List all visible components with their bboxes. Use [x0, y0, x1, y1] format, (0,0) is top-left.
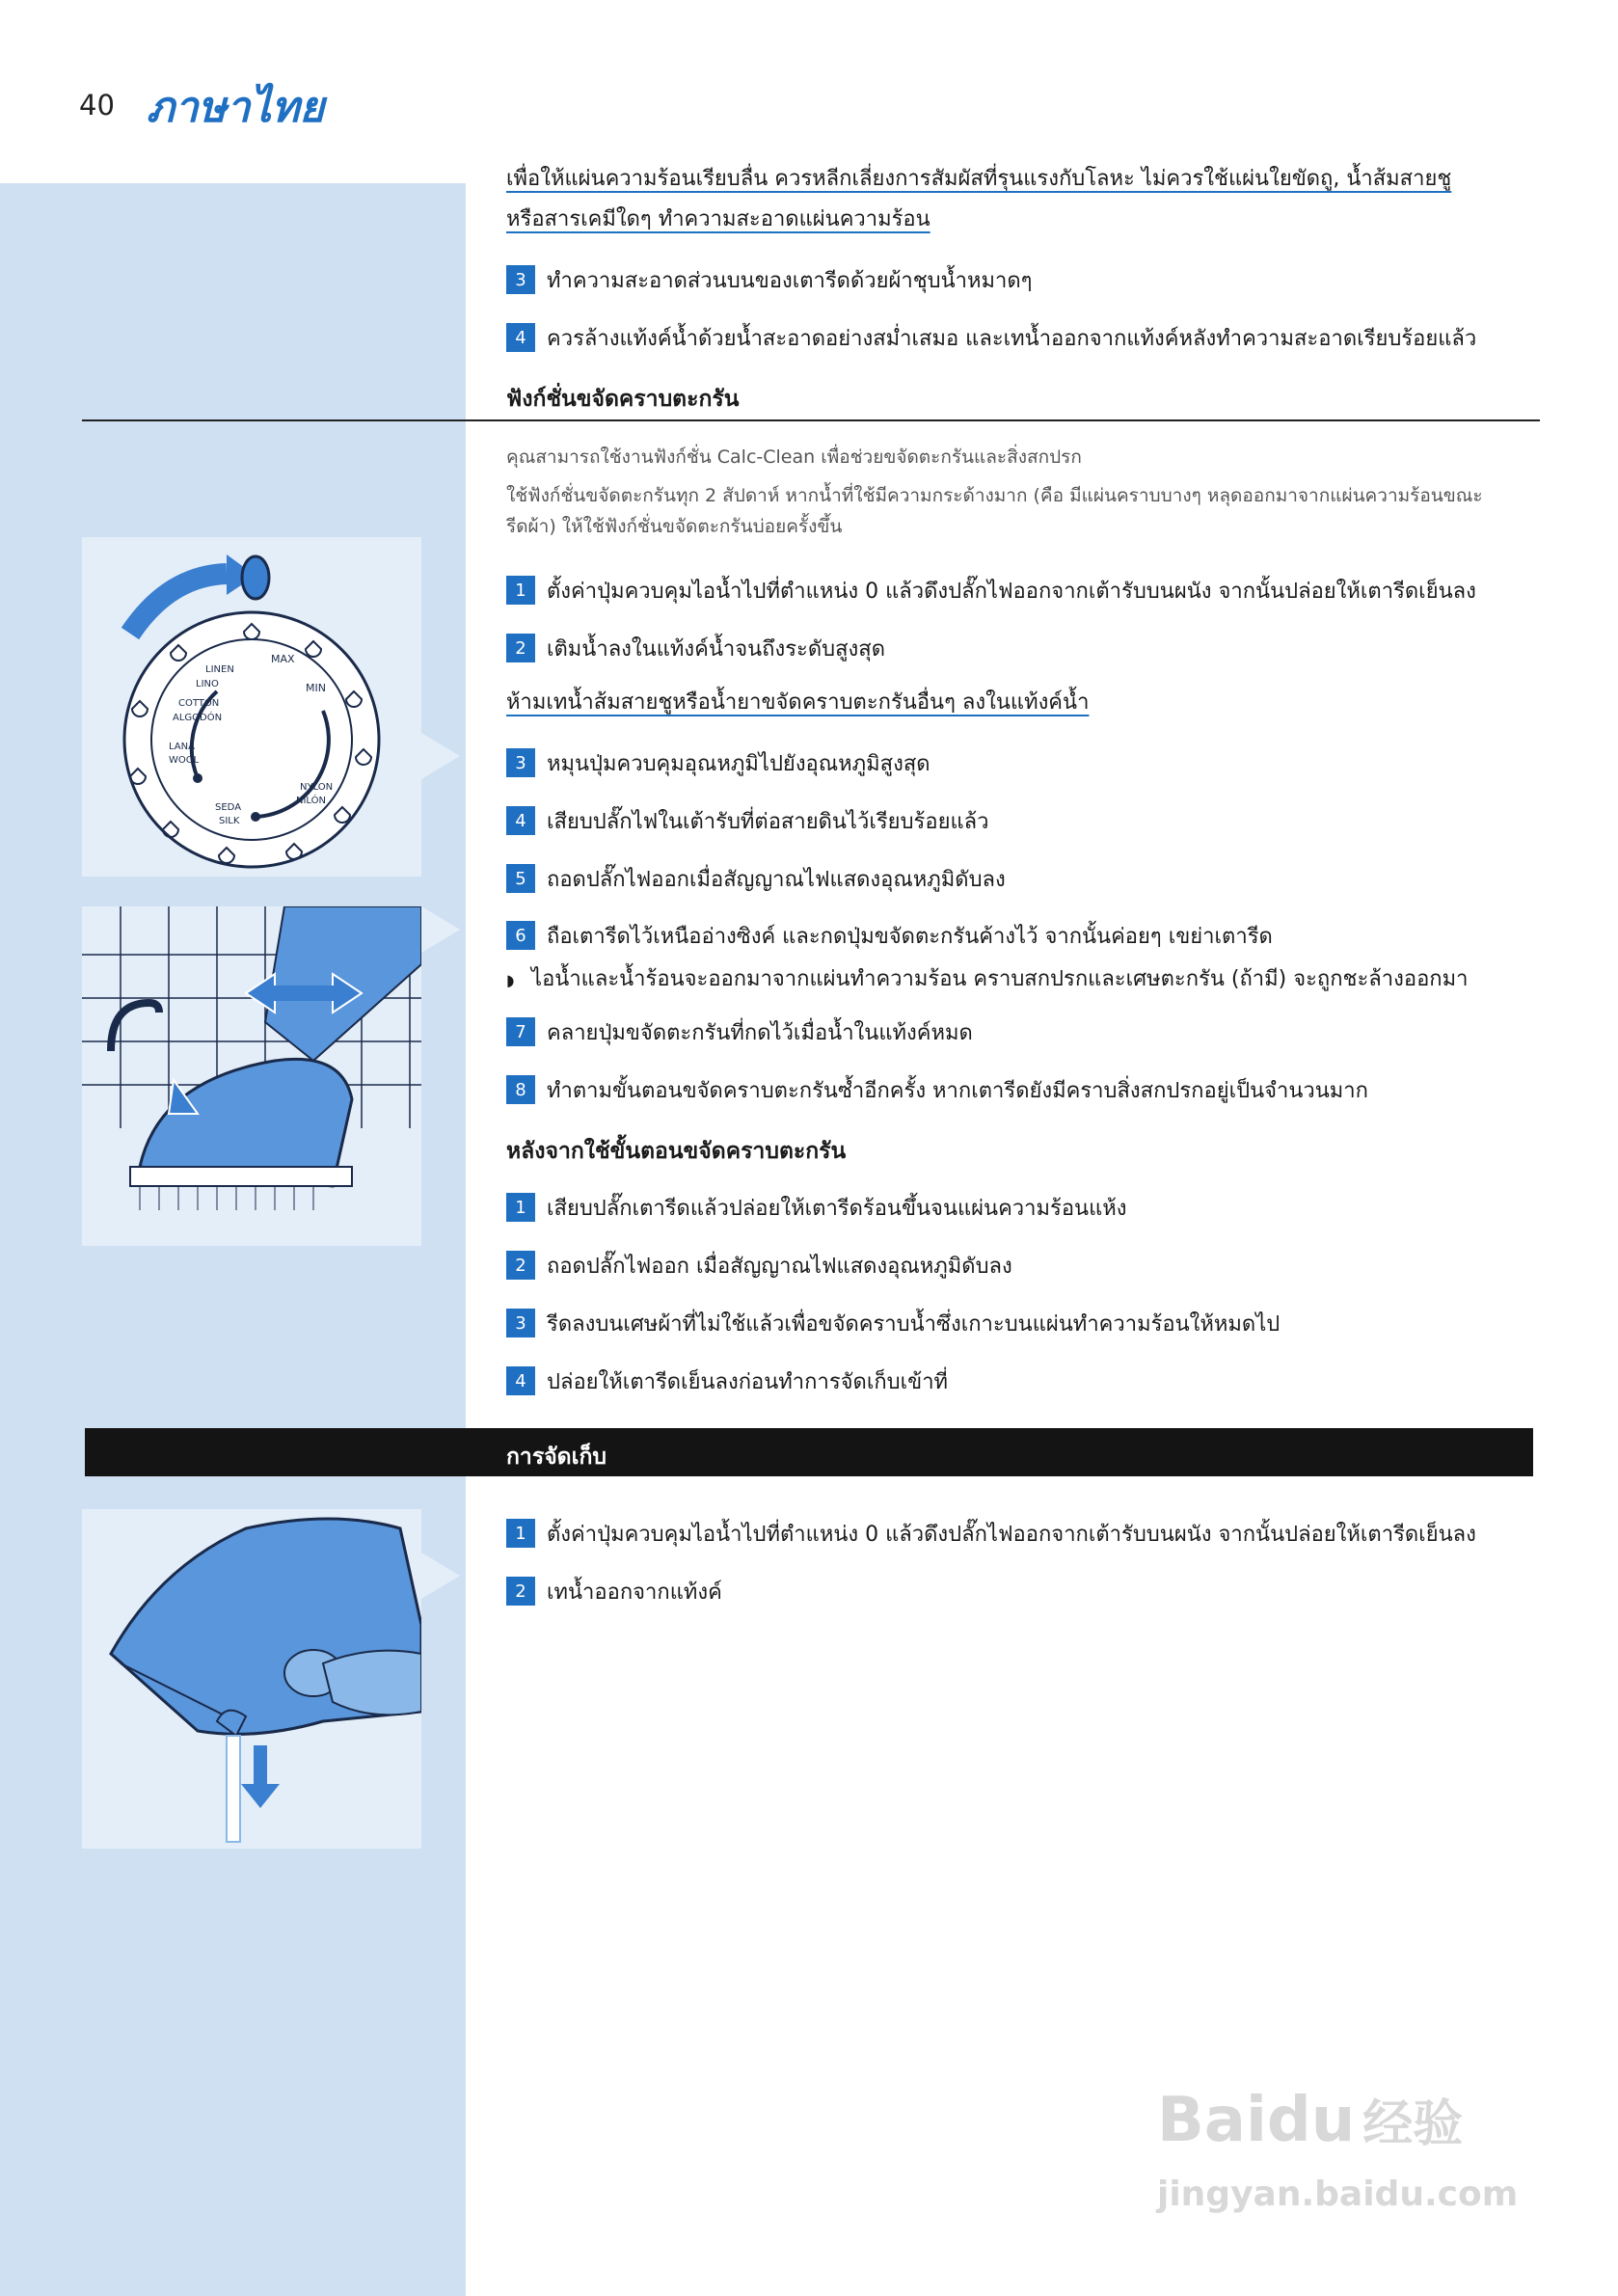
step-number: 1: [506, 576, 535, 605]
step-text: เสียบปลั๊กไฟในเต้ารับที่ต่อสายดินไว้เรียบร้อยแล้ว: [547, 809, 989, 834]
step-calc-8: [506, 1074, 1368, 1105]
step-number: 8: [506, 1075, 535, 1104]
step-number: 1: [506, 1519, 535, 1548]
bullet-text: ไอน้ำและน้ำร้อนจะออกมาจากแผ่นทำความร้อน คราบสกปรกและเศษตะกรัน (ถ้ามี) จะถูกชะล้างออกมา: [531, 967, 1469, 991]
step-number: 4: [506, 806, 535, 835]
step-text: ทำตามขั้นตอนขจัดคราบตะกรันซ้ำอีกครั้ง หากเตารีดยังมีคราบสิ่งสกปรกอยู่เป็นจำนวนมาก: [547, 1078, 1368, 1103]
step-text: ตั้งค่าปุ่มควบคุมไอน้ำไปที่ตำแหน่ง 0 แล้วดึงปลั๊กไฟออกจากเต้ารับบนผนัง จากนั้นปล่อยให้เตารีดเย็นลง: [547, 579, 1476, 604]
step-number: 7: [506, 1017, 535, 1046]
dial-label-linen: LINEN: [205, 664, 234, 675]
step-number: 2: [506, 634, 535, 662]
intro-line-3: รีดผ้า) ให้ใช้ฟังก์ชั่นขจัดตะกรันบ่อยครั้งขึ้น: [506, 516, 843, 537]
watermark-brand-text: Baidu: [1157, 2085, 1356, 2156]
watermark-url: jingyan.baidu.com: [1157, 2174, 1519, 2214]
dial-label-wool: WOOL: [169, 755, 200, 766]
step-text: คลายปุ่มขจัดตะกรันที่กดไว้เมื่อน้ำในแท้งค์หมด: [547, 1020, 973, 1045]
temperature-dial-illustration: [82, 537, 421, 877]
page-number: 40: [79, 89, 115, 122]
step-calc-2: [506, 633, 885, 663]
intro-line-2: ใช้ฟังก์ชั่นขจัดตะกรันทุก 2 สัปดาห์ หากน้ำที่ใช้มีความกระด้างมาก (คือ มีแผ่นคราบบางๆ หลุดออกมาจากแผ่นความร้อนขณะ: [506, 485, 1483, 506]
section-divider: [82, 419, 1540, 421]
dial-label-silk: SILK: [219, 816, 240, 826]
watermark-brand: [1157, 2083, 1463, 2156]
step-number: 6: [506, 921, 535, 950]
warning-no-vinegar: ห้ามเทน้ำส้มสายชูหรือน้ำยาขจัดคราบตะกรันอื่นๆ ลงในแท้งค์น้ำ: [506, 690, 1090, 715]
step-text: หมุนปุ่มควบคุมอุณหภูมิไปยังอุณหภูมิสูงสุด: [547, 751, 930, 776]
step-number: 1: [506, 1193, 535, 1222]
dial-label-nilon: NILÓN: [296, 796, 326, 806]
step-text: ปล่อยให้เตารีดเย็นลงก่อนทำการจัดเก็บเข้าที่: [547, 1369, 949, 1394]
step-after-2: [506, 1250, 1012, 1281]
warning-line-2: หรือสารเคมีใดๆ ทำความสะอาดแผ่นความร้อน: [506, 207, 930, 231]
section-heading-calc: ฟังก์ชั่นขจัดคราบตะกรัน: [506, 387, 740, 412]
image-pointer: [421, 733, 460, 779]
step-number: 4: [506, 1366, 535, 1395]
step-number: 3: [506, 265, 535, 294]
step-storage-2: [506, 1576, 722, 1607]
step-after-1: [506, 1192, 1127, 1223]
step-text: เติมน้ำลงในแท้งค์น้ำจนถึงระดับสูงสุด: [547, 636, 886, 662]
warning-line-1: เพื่อให้แผ่นความร้อนเรียบลื่น ควรหลีกเลี่ยงการสัมผัสที่รุนแรงกับโลหะ ไม่ควรใช้แผ่นใยขัดถู, น้ำส้มสายชู: [506, 167, 1452, 191]
step-text: เทน้ำออกจากแท้งค์: [547, 1580, 722, 1605]
step-number: 5: [506, 864, 535, 893]
step-after-3: [506, 1308, 1280, 1338]
step-text: ควรล้างแท้งค์น้ำด้วยน้ำสะอาดอย่างสม่ำเสมอ และเทน้ำออกจากแท้งค์หลังทำความสะอาดเรียบร้อยแล้ว: [547, 326, 1477, 351]
step-text: เสียบปลั๊กเตารีดแล้วปล่อยให้เตารีดร้อนขึ้นจนแผ่นความร้อนแห้ง: [547, 1196, 1127, 1221]
dial-label-cotton: COTTON: [178, 698, 220, 709]
step-calc-7: [506, 1016, 973, 1047]
step-storage-1: [506, 1518, 1476, 1549]
step-calc-1: [506, 575, 1476, 606]
step-after-4: [506, 1365, 948, 1396]
section-bar-storage: [85, 1428, 1533, 1476]
step-a-3: [506, 264, 1033, 295]
dial-label-nylon: NYLON: [300, 782, 334, 793]
intro-line-1: คุณสามารถใช้งานฟังก์ชั่น Calc-Clean เพื่อช่วยขจัดตะกรันและสิ่งสกปรก: [506, 446, 1082, 468]
step-calc-5: [506, 863, 1006, 894]
image-pointer: [421, 906, 460, 953]
section-heading-after: หลังจากใช้ขั้นตอนขจัดคราบตะกรัน: [506, 1139, 847, 1164]
dial-label-min: MIN: [306, 682, 326, 694]
dial-label-max: MAX: [271, 653, 295, 665]
bullet-result: [506, 961, 1468, 995]
step-text: ถือเตารีดไว้เหนืออ่างซิงค์ และกดปุ่มขจัดตะกรันค้างไว้ จากนั้นค่อยๆ เขย่าเตารีด: [547, 924, 1273, 949]
step-number: 2: [506, 1577, 535, 1606]
step-number: 2: [506, 1251, 535, 1280]
section-heading-storage: การจัดเก็บ: [506, 1445, 607, 1470]
empty-water-tank-illustration: [82, 1509, 421, 1849]
step-text: รีดลงบนเศษผ้าที่ไม่ใช้แล้วเพื่อขจัดคราบน้ำซึ่งเกาะบนแผ่นทำความร้อนให้หมดไป: [547, 1311, 1281, 1337]
dial-label-lana: LANA: [169, 742, 195, 752]
step-calc-4: [506, 805, 988, 836]
dial-label-lino: LINO: [196, 679, 219, 689]
step-text: ตั้งค่าปุ่มควบคุมไอน้ำไปที่ตำแหน่ง 0 แล้วดึงปลั๊กไฟออกจากเต้ารับบนผนัง จากนั้นปล่อยให้เตารีดเย็นลง: [547, 1522, 1476, 1547]
page-title: ภาษาไทย: [147, 83, 325, 132]
step-number: 3: [506, 748, 535, 777]
step-number: 4: [506, 323, 535, 352]
step-text: ทำความสะอาดส่วนบนของเตารีดด้วยผ้าชุบน้ำหมาดๆ: [547, 268, 1033, 293]
step-calc-3: [506, 747, 930, 778]
watermark-cn-text: 经验: [1362, 2095, 1464, 2153]
descaling-over-sink-illustration: [82, 906, 421, 1246]
image-pointer: [421, 1553, 460, 1599]
dial-label-algodon: ALGODÓN: [173, 713, 223, 723]
step-a-4: [506, 322, 1476, 353]
step-text: ถอดปลั๊กไฟออก เมื่อสัญญาณไฟแสดงอุณหภูมิดับลง: [547, 1254, 1012, 1279]
step-number: 3: [506, 1309, 535, 1337]
dial-label-seda: SEDA: [215, 802, 242, 813]
step-text: ถอดปลั๊กไฟออกเมื่อสัญญาณไฟแสดงอุณหภูมิดับลง: [547, 867, 1006, 892]
bullet-icon: ◗: [506, 971, 515, 989]
step-calc-6: [506, 920, 1273, 951]
